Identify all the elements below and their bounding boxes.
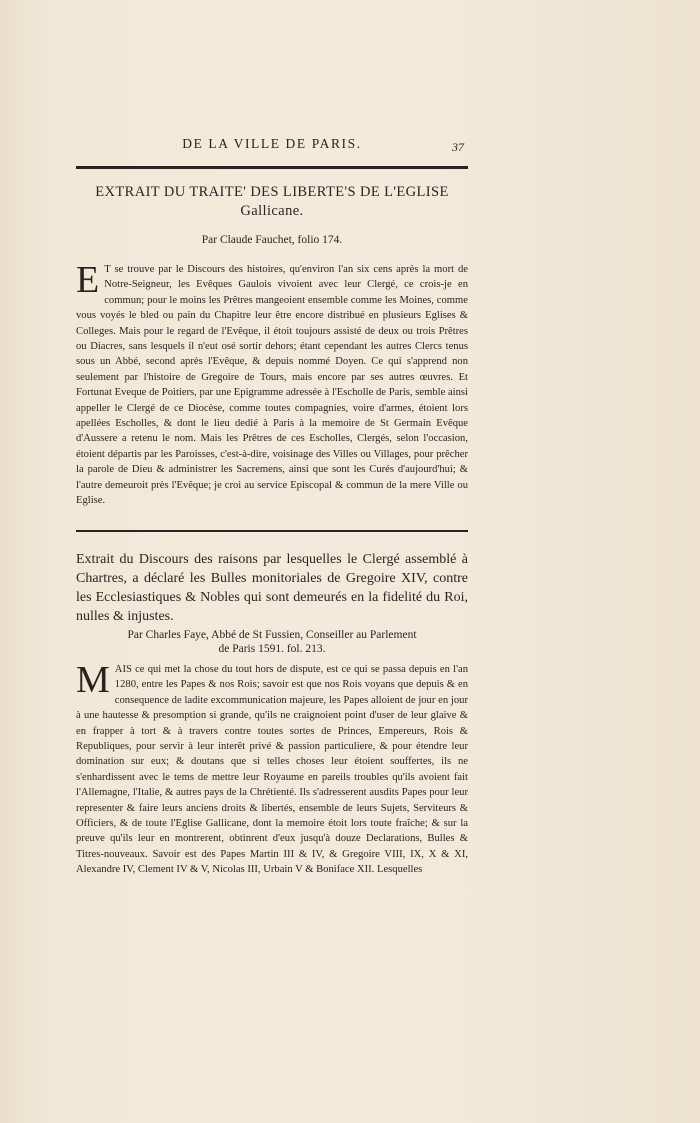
- dropcap: M: [76, 659, 110, 701]
- dropcap: E: [76, 259, 100, 301]
- byline-line: de Paris 1591. fol. 213.: [218, 643, 326, 655]
- byline-line: Par Charles Faye, Abbé de St Fussien, Conseiller au Parlement: [127, 629, 417, 641]
- byline-fauchet: Par Claude Fauchet, folio 174.: [201, 234, 343, 246]
- byline-faye: [76, 628, 468, 656]
- running-head: DE LA VILLE DE PARIS.: [182, 136, 362, 151]
- section-title-fauchet: EXTRAIT DU TRAITE' DES LIBERTE'S DE L'EGLISE Gallicane.: [95, 184, 449, 219]
- paragraph-text: AIS ce qui met la chose du tout hors de dispute, est ce qui se passa depuis en l'an 1280, entre les Papes & nos Rois; savoir est que nos Rois voyans que depuis & en consequence de ladite excommunication majeure, les Papes alloient de jour en jour à une hautesse & presomption si grande, qu'ils ne craignoient point d'user de leur glaive & en frapper à tort & à travers contre toutes sortes de Princes, Empereurs, Rois & Republiques, pour servir à leur interêt privé & passion particuliere, & pour étendre leur domination sur eux; & doutans que si telles choses leur étoient souffertes, ils ne s'enhardissent avec le tems de mettre leur Royaume en pareils troubles qu'ils avoient fait l'Allemagne, l'Italie, & autres pays de la Chrétienté. Ils s'adresserent ausdits Papes pour leur representer & faire leurs anciens droits & libertés, ensemble de leurs Sujets, Serviteurs & Officiers, & de toute l'Eglise Gallicane, dont la memoire étoit lors toute fraîche; & sur la preuve qu'ils leur en montrerent, obtinrent d'eux jusqu'à douze Declarations, Bulles & Titres-nouveaux. Savoir est des Papes Martin III & IV, & Gregoire VIII, IX, X & XI, Alexandre IV, Clement IV & V, Nicolas III, Urbain V & Boniface XII. Lesquelles: [76, 664, 468, 876]
- paragraph-faye: [76, 659, 468, 878]
- section-title-faye: Extrait du Discours des raisons par lesquelles le Clergé assemblé à Chartres, a déclaré les Bulles monitoriales de Gregoire XIV, contre les Ecclesiastiques & Nobles qui sont demeurés en la fidelité du Roi, nulles & injustes.: [76, 552, 468, 624]
- paragraph-fauchet: [76, 259, 468, 509]
- page-number: 37: [452, 140, 464, 154]
- section-divider: [76, 530, 468, 532]
- paragraph-text: T se trouve par le Discours des histoires, qu'environ l'an six cens après la mort de Notre-Seigneur, les Evêques Gaulois vivoient avec leur Clergé, ce crois-je en commun; pour le moins les Prêtres mangeoient ensemble comme les Moines, comme vous voyés le bled ou pain du Chapitre leur être encore distribué en plusieurs Eglises & Colleges. Mais pour le regard de l'Evêque, il étoit toujours assisté de deux ou trois Prêtres ou Diacres, sans lesquels il n'eut osé sortir dehors; étant cependant les autres Clercs tenus sous un Abbé, second après l'Evêque, & depuis nommé Doyen. Ce qui s'apprend non seulement par l'histoire de Gregoire de Tours, mais encore par ses autres œuvres. Et Fortunat Eveque de Poitiers, par une Epigramme adressée à l'Escholle de Paris, semble ainsi appeller le Clergé de ce Diocèse, comme toutes compagnies, voire d'armes, étoient lors apellées Escholles, & dont le lieu dedié à Paris à la memoire de St Germain Evêque d'Aussere a retenu le nom. Mais les Prêtres de ces Escholles, Clergés, selon l'occasion, étoient départis par les Paroisses, c'est-à-dire, voisinage des Villes ou Villages, pour prêcher la parole de Dieu & administrer les Sacremens, ainsi que sont les Curés d'aujourd'hui; & l'autre demeuroit près l'Evêque; je croi au service Episcopal & commun de la mere Ville ou Eglise.: [76, 264, 468, 507]
- header-rule: [76, 166, 468, 169]
